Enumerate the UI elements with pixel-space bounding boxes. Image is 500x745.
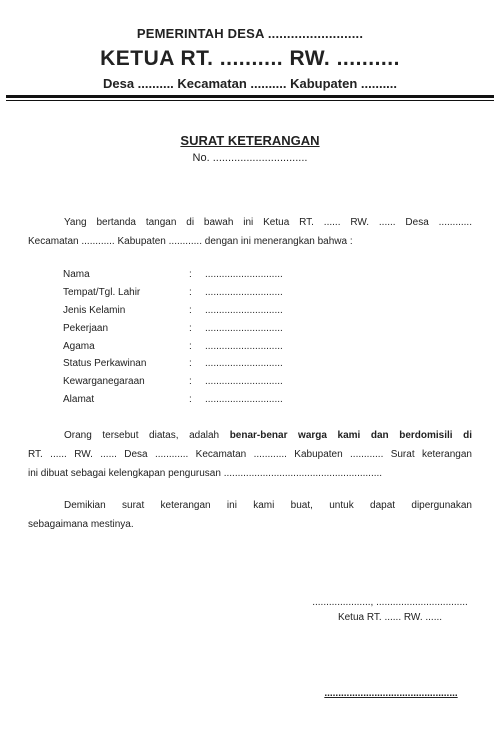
signature-name-line: ................................................	[324, 688, 458, 699]
field-row-nama	[63, 266, 323, 284]
intro-paragraph	[28, 213, 472, 251]
field-row-kewarganegaraan	[63, 373, 323, 391]
document-title	[0, 133, 500, 148]
field-row-tempat-tgl-lahir	[63, 284, 323, 302]
field-colon: :	[189, 322, 192, 334]
intro-line-1: Yang bertanda tangan di bawah ini Ketua RT. ...... RW. ...... Desa ............	[64, 217, 472, 228]
statement-line-3: ini dibuat sebagai kelengkapan pengurusan .........................................................	[28, 468, 383, 479]
field-value: ............................	[205, 304, 283, 316]
statement-line-2: RT. ...... RW. ...... Desa ............ Kecamatan ............ Kabupaten ............ Surat keterangan	[28, 449, 472, 460]
document-number: No. ...............................	[192, 152, 308, 164]
field-label: Pekerjaan	[63, 322, 109, 334]
field-value: ............................	[205, 376, 283, 388]
field-colon: :	[189, 358, 192, 370]
document-title-text: SURAT KETERANGAN	[180, 133, 320, 148]
statement-paragraph	[28, 426, 472, 483]
field-row-status-perkawinan	[63, 355, 323, 373]
signature-place-date: ....................., .................................	[312, 597, 468, 608]
field-label: Alamat	[63, 393, 95, 405]
field-row-jenis-kelamin	[63, 302, 323, 320]
field-colon: :	[189, 269, 192, 281]
field-value: ............................	[205, 358, 283, 370]
field-colon: :	[189, 287, 192, 299]
signature-title: Ketua RT. ...... RW. ......	[337, 612, 443, 623]
letterhead-rt-rw: KETUA RT. .......... RW. ..........	[100, 47, 400, 70]
statement-emphasis: benar-benar warga kami dan berdomisili di	[229, 430, 473, 441]
field-colon: :	[189, 376, 192, 388]
field-label: Jenis Kelamin	[63, 304, 126, 316]
field-row-alamat	[63, 391, 323, 409]
field-label: Agama	[63, 340, 95, 352]
field-row-agama	[63, 337, 323, 355]
statement-line-1: Orang tersebut diatas, adalah benar-benar warga kami dan berdomisili di	[64, 430, 473, 441]
letterhead-rule-thin	[6, 100, 494, 101]
field-row-pekerjaan	[63, 319, 323, 337]
closing-paragraph	[28, 496, 472, 534]
letterhead-government: PEMERINTAH DESA .........................	[136, 26, 364, 41]
closing-line-1: Demikian surat keterangan ini kami buat, untuk dapat dipergunakan	[64, 500, 472, 511]
letterhead-rule-thick	[6, 95, 494, 98]
field-colon: :	[189, 304, 192, 316]
identity-fields	[63, 266, 323, 408]
field-value: ............................	[205, 322, 283, 334]
intro-line-2: Kecamatan ............ Kabupaten ............ dengan ini menerangkan bahwa :	[28, 236, 353, 247]
letterhead-region: Desa .......... Kecamatan .......... Kabupaten ..........	[102, 76, 398, 91]
field-colon: :	[189, 340, 192, 352]
field-value: ............................	[205, 393, 283, 405]
field-label: Nama	[63, 269, 90, 281]
field-value: ............................	[205, 269, 283, 281]
field-value: ............................	[205, 340, 283, 352]
closing-line-2: sebagaimana mestinya.	[28, 519, 134, 530]
field-value: ............................	[205, 287, 283, 299]
field-label: Status Perkawinan	[63, 358, 147, 370]
field-label: Kewarganegaraan	[63, 376, 145, 388]
field-label: Tempat/Tgl. Lahir	[63, 287, 141, 299]
field-colon: :	[189, 393, 192, 405]
